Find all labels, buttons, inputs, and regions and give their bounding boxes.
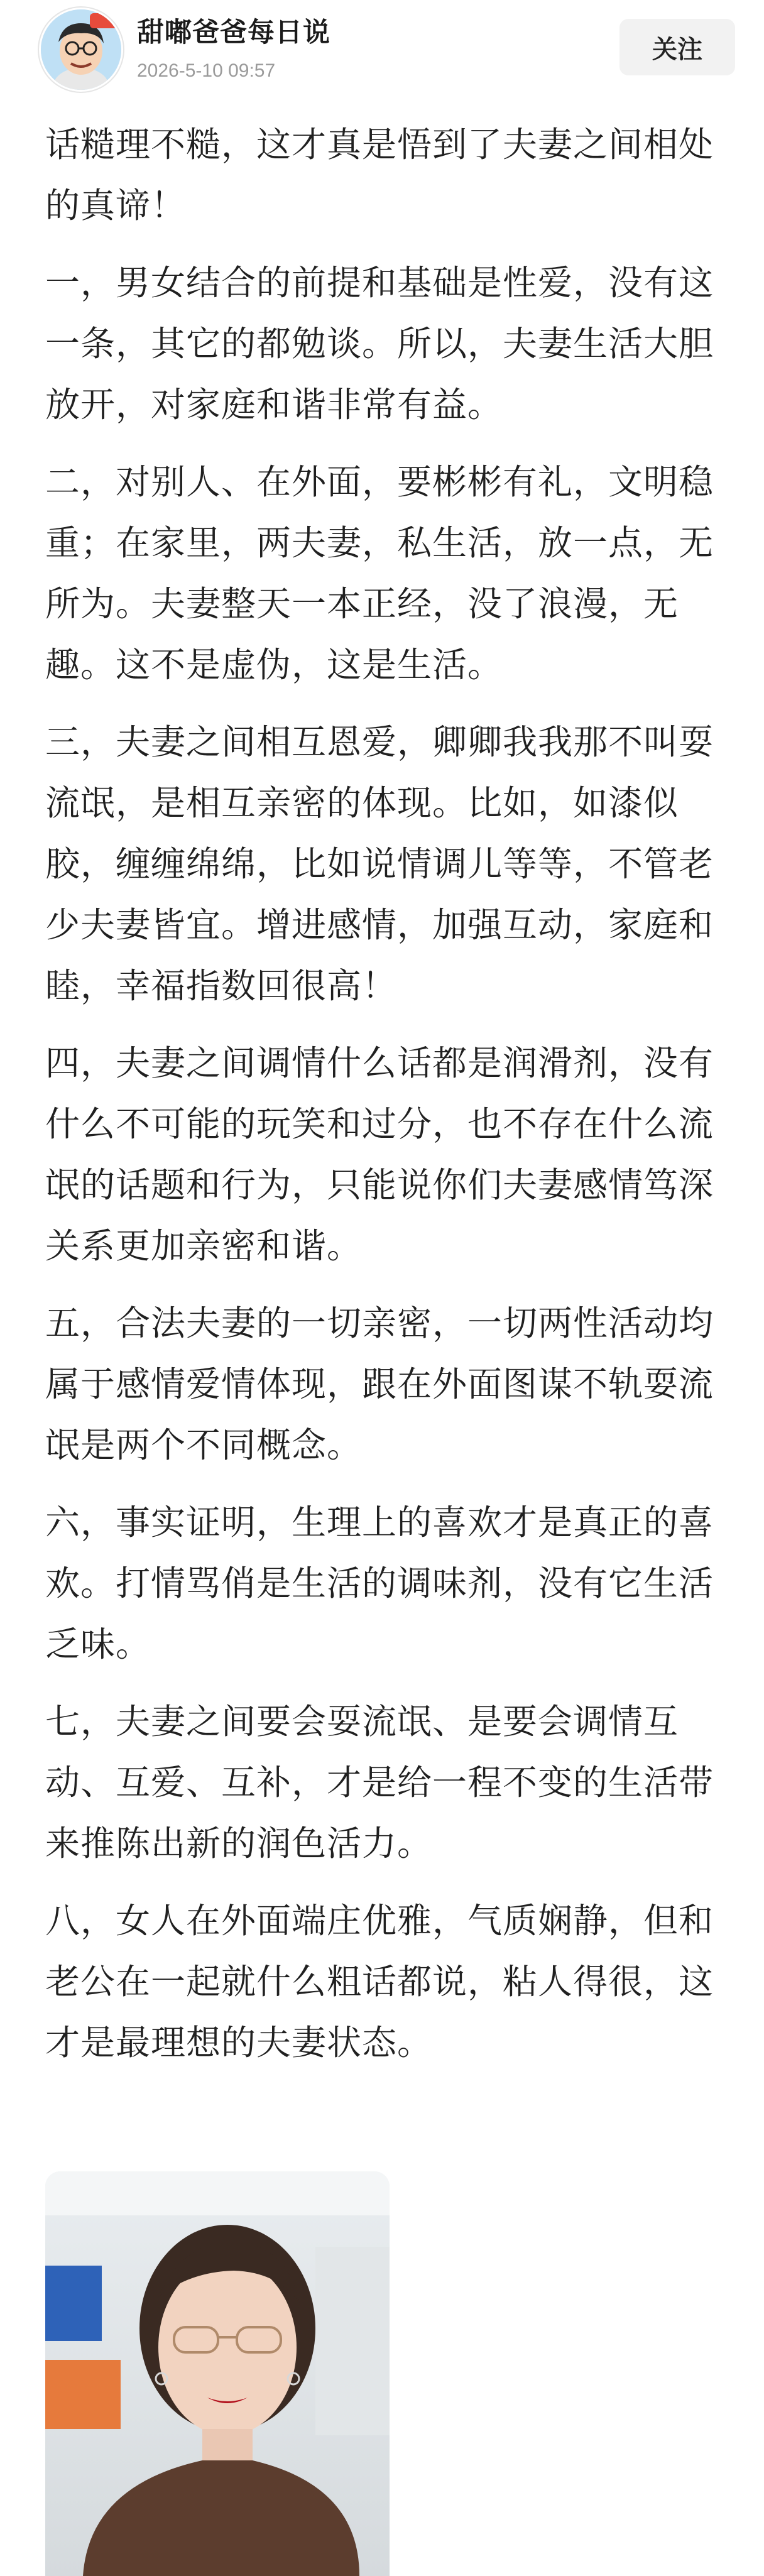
post-paragraph: 四，夫妻之间调情什么话都是润滑剂，没有什么不可能的玩笑和过分，也不存在什么流氓的话题和行为，只能说你们夫妻感情笃深关系更加亲密和谐。: [45, 1043, 714, 1266]
post-paragraph: 话糙理不糙，这才真是悟到了夫妻之间相处的真谛！: [45, 124, 714, 226]
cartoon-man-avatar-icon: [41, 9, 121, 90]
post-timestamp: 2026-5-10 09:57: [137, 60, 276, 81]
post-paragraph: 八，女人在外面端庄优雅，气质娴静，但和老公在一起就什么粗话都说，粘人得很，这才是最理想的夫妻状态。: [45, 1901, 714, 2063]
follow-button[interactable]: 关注: [619, 19, 735, 75]
post-paragraph: 一，男女结合的前提和基础是性爱，没有这一条，其它的都勉谈。所以，夫妻生活大胆放开，对家庭和谐非常有益。: [45, 263, 714, 425]
post-body: [45, 114, 724, 2090]
post-paragraph: 六，事实证明，生理上的喜欢才是真正的喜欢。打情骂俏是生活的调味剂，没有它生活乏味。: [45, 1502, 714, 1664]
post-paragraph: 二，对别人、在外面，要彬彬有礼，文明稳重；在家里，两夫妻，私生活，放一点，无所为。夫妻整天一本正经，没了浪漫，无趣。这不是虚伪，这是生活。: [45, 462, 714, 685]
post-header: [0, 0, 764, 107]
post-photo[interactable]: [45, 2171, 390, 2576]
author-avatar[interactable]: [39, 8, 123, 92]
post-paragraph: 七，夫妻之间要会耍流氓、是要会调情互动、互爱、互补，才是给一程不变的生活带来推陈出新的润色活力。: [45, 1701, 714, 1864]
post-paragraph: 三，夫妻之间相互恩爱，卿卿我我那不叫耍流氓，是相互亲密的体现。比如，如漆似胶，缠缠绵绵，比如说情调儿等等，不管老少夫妻皆宜。增进感情，加强互动，家庭和睦，幸福指数回很高！: [45, 722, 714, 1006]
post-paragraph: 五，合法夫妻的一切亲密，一切两性活动均属于感情爱情体现，跟在外面图谋不轨耍流氓是两个不同概念。: [45, 1303, 714, 1465]
author-name[interactable]: 甜嘟爸爸每日说: [137, 17, 330, 48]
woman-portrait-image: [45, 2171, 390, 2576]
